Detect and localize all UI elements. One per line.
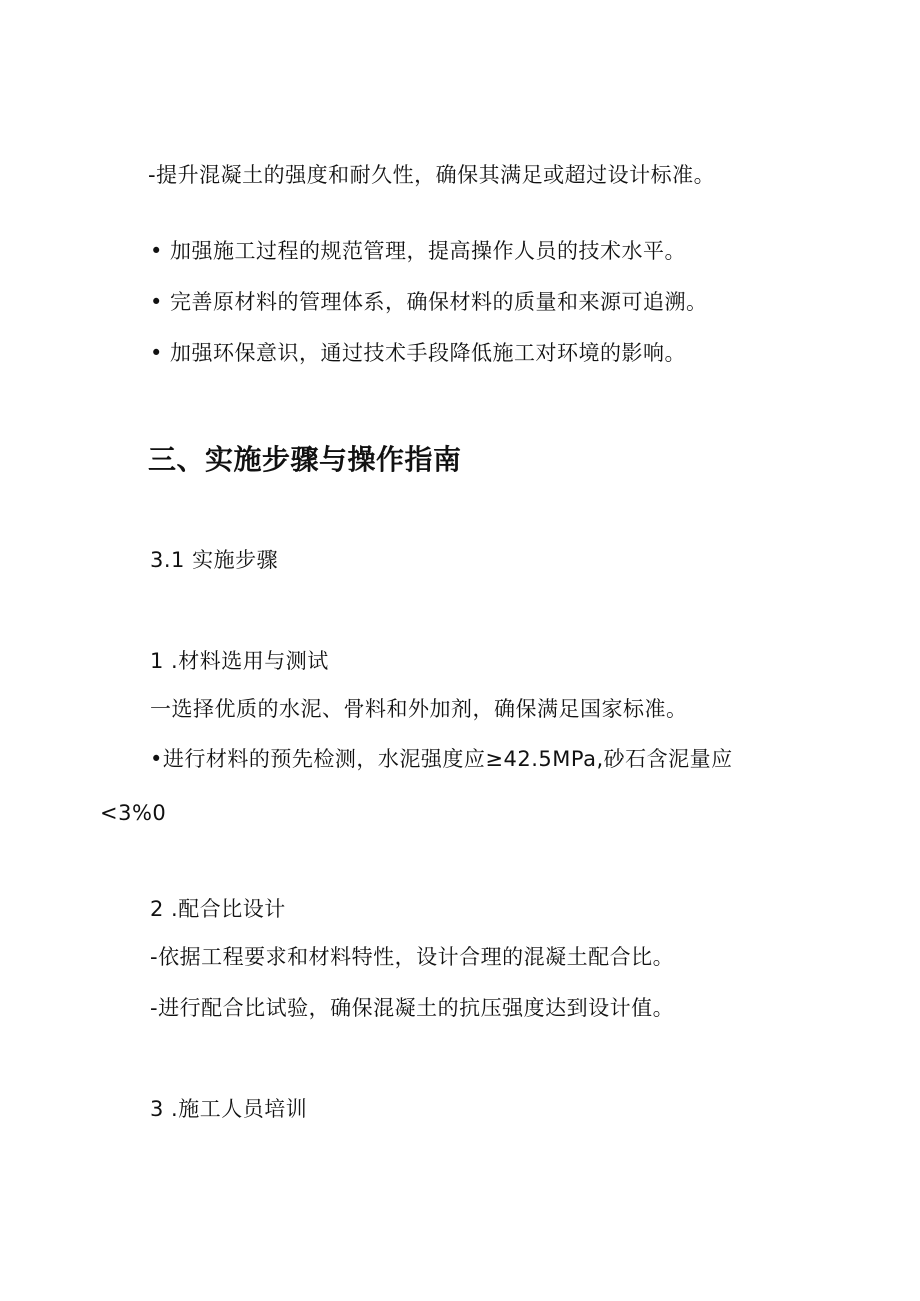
goal-bullet: • 加强施工过程的规范管理，提高操作人员的技术水平。 [150, 239, 687, 263]
step-title: 2 .配合比设计 [150, 897, 286, 921]
step-line: -依据工程要求和材料特性，设计合理的混凝土配合比。 [150, 945, 675, 969]
step-line: <3%0 [100, 801, 167, 825]
step-line: •进行材料的预先检测，水泥强度应≥42.5MPa,砂石含泥量应 [150, 747, 733, 771]
subsection-heading: 3.1 实施步骤 [150, 548, 279, 572]
step-title: 3 .施工人员培训 [150, 1097, 308, 1121]
goal-bullet: • 完善原材料的管理体系，确保材料的质量和来源可追溯。 [150, 290, 708, 314]
step-title: 1 .材料选用与测试 [150, 649, 329, 673]
step-line: -进行配合比试验，确保混凝土的抗压强度达到设计值。 [150, 996, 675, 1020]
goal-line: -提升混凝土的强度和耐久性，确保其满足或超过设计标准。 [148, 163, 716, 187]
step-line: 一选择优质的水泥、骨料和外加剂，确保满足国家标准。 [150, 697, 688, 721]
section-heading: 三、实施步骤与操作指南 [148, 443, 462, 476]
goal-bullet: • 加强环保意识，通过技术手段降低施工对环境的影响。 [150, 341, 687, 365]
